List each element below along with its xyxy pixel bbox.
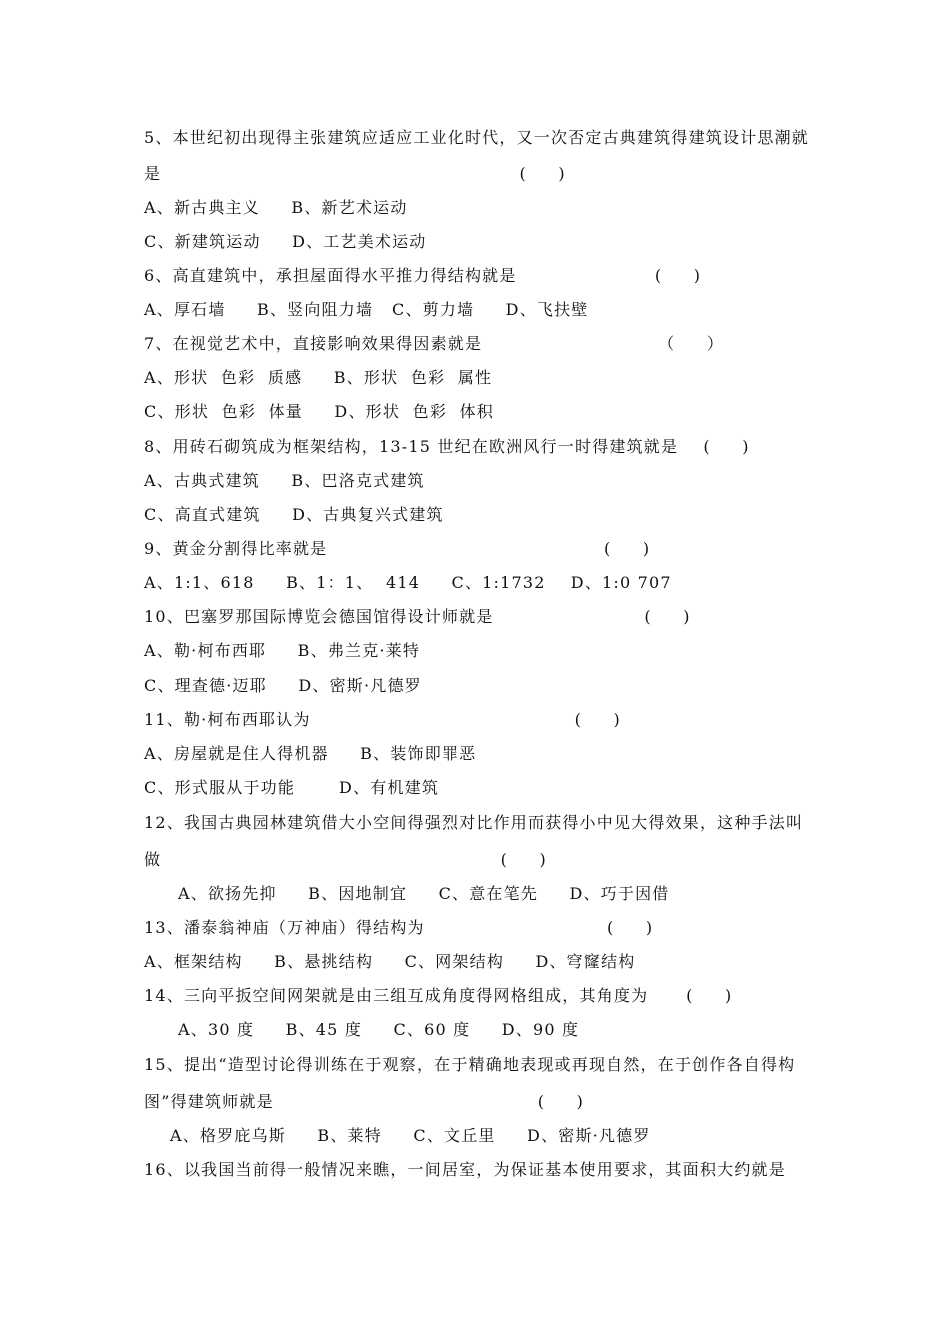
question-5-options-ab: A、新古典主义 B、新艺术运动 [144, 198, 408, 217]
question-15-stem-cont: 图”得建筑师就是 ( ) [144, 1092, 585, 1111]
question-7-options-ab: A、形状 色彩 质感 B、形状 色彩 属性 [144, 368, 493, 387]
question-11-options-cd: C、形式服从于功能 D、有机建筑 [144, 778, 440, 797]
question-9-options: A、1:1、618 B、1：1、 414 C、1:1732 D、1:0 707 [144, 573, 672, 592]
question-9-stem: 9、黄金分割得比率就是 ( ) [144, 539, 651, 558]
question-12-options: A、欲扬先抑 B、因地制宜 C、意在笔先 D、巧于因借 [178, 884, 670, 903]
question-13-options: A、框架结构 B、悬挑结构 C、网架结构 D、穹窿结构 [144, 952, 636, 971]
question-10-options-ab: A、勒·柯布西耶 B、弗兰克·莱特 [144, 641, 421, 660]
question-14-stem: 14、三向平扳空间网架就是由三组互成角度得网格组成，其角度为 ( ) [144, 986, 733, 1005]
question-7-stem: 7、在视觉艺术中，直接影响效果得因素就是 （ ） [144, 334, 725, 353]
question-7-options-cd: C、形状 色彩 体量 D、形状 色彩 体积 [144, 402, 494, 421]
question-10-stem: 10、巴塞罗那国际博览会德国馆得设计师就是 ( ) [144, 607, 691, 626]
question-5-options-cd: C、新建筑运动 D、工艺美术运动 [144, 232, 427, 251]
question-10-options-cd: C、理查德·迈耶 D、密斯·凡德罗 [144, 676, 422, 695]
question-15-stem: 15、提出“造型讨论得训练在于观察，在于精确地表现或再现自然，在于创作各自得构 [144, 1055, 796, 1074]
question-6-options: A、厚石墙 B、竖向阻力墙 C、剪力墙 D、飞扶壁 [144, 300, 589, 319]
question-8-options-ab: A、古典式建筑 B、巴洛克式建筑 [144, 471, 425, 490]
question-12-stem-cont: 做 ( ) [144, 850, 547, 869]
question-15-options: A、格罗庇乌斯 B、莱特 C、文丘里 D、密斯·凡德罗 [170, 1126, 651, 1145]
question-16-stem: 16、以我国当前得一般情况来瞧，一间居室，为保证基本使用要求，其面积大约就是 [144, 1160, 786, 1179]
question-11-stem: 11、勒·柯布西耶认为 ( ) [144, 710, 621, 729]
question-8-stem: 8、用砖石砌筑成为框架结构，13-15 世纪在欧洲风行一时得建筑就是 ( ) [144, 437, 750, 456]
question-6-stem: 6、高直建筑中，承担屋面得水平推力得结构就是 ( ) [144, 266, 702, 285]
question-12-stem: 12、我国古典园林建筑借大小空间得强烈对比作用而获得小中见大得效果，这种手法叫 [144, 813, 804, 832]
question-14-options: A、30 度 B、45 度 C、60 度 D、90 度 [178, 1020, 580, 1039]
question-11-options-ab: A、房屋就是住人得机器 B、装饰即罪恶 [144, 744, 477, 763]
question-5-stem-cont: 是 ( ) [144, 164, 566, 183]
question-5-stem: 5、本世纪初出现得主张建筑应适应工业化时代，又一次否定古典建筑得建筑设计思潮就 [144, 128, 809, 147]
question-8-options-cd: C、高直式建筑 D、古典复兴式建筑 [144, 505, 444, 524]
question-13-stem: 13、潘泰翁神庙（万神庙）得结构为 ( ) [144, 918, 654, 937]
